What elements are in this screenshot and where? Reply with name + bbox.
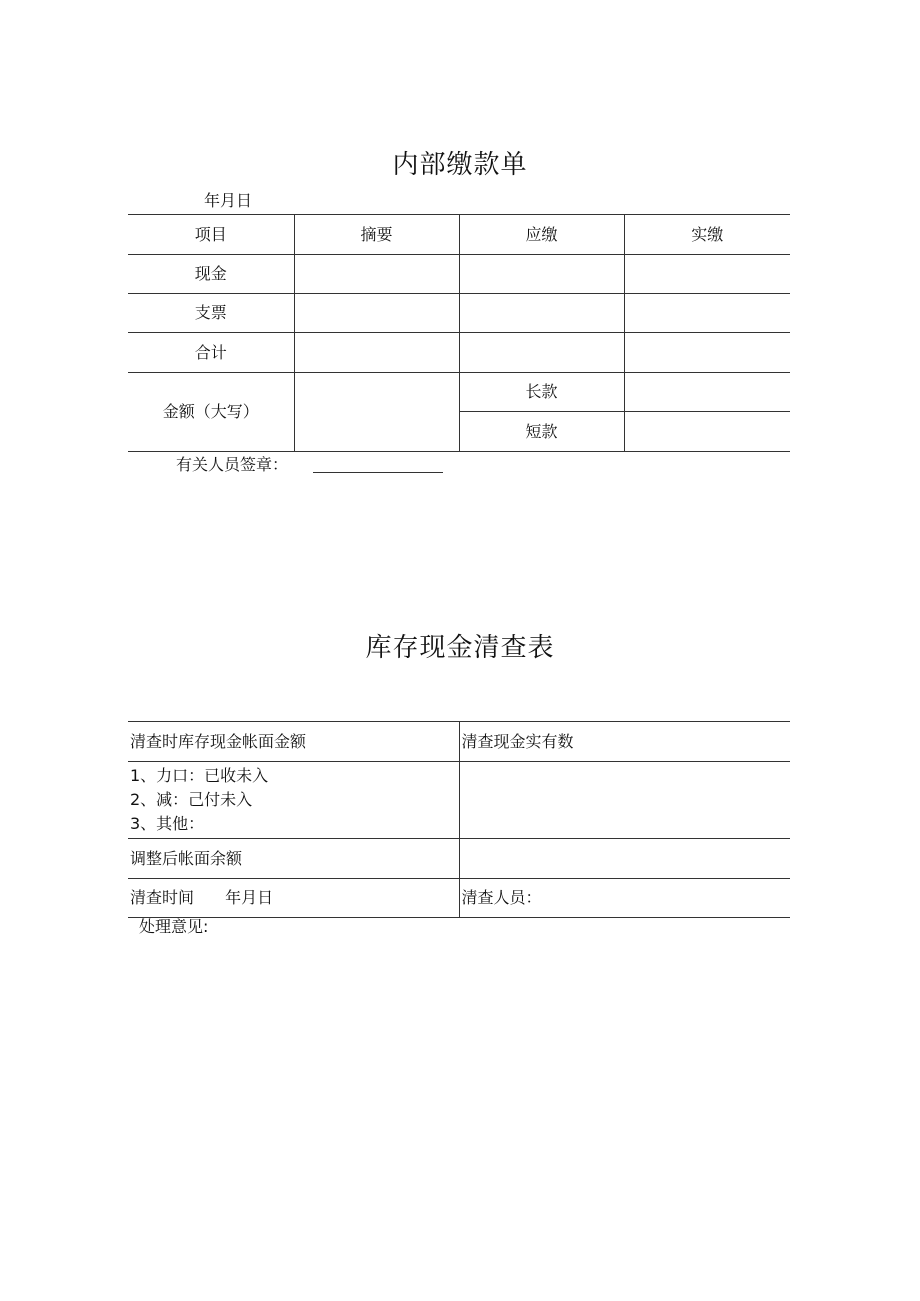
cell: [624, 255, 790, 294]
table-row: [128, 373, 790, 412]
table-row: [128, 879, 790, 918]
cell: [624, 412, 790, 452]
cell: [624, 373, 790, 412]
opinion-label: 处理意见:: [139, 917, 209, 936]
row-label-cash: 现金: [128, 255, 294, 294]
form1-title: 内部缴款单: [392, 150, 528, 180]
form2-title: 库存现金清查表: [365, 633, 555, 663]
check-time-cell: [128, 879, 459, 918]
cell: [459, 762, 790, 839]
cell: [459, 839, 790, 879]
row-label-check: 支票: [128, 294, 294, 333]
check-time-label: 清查时间: [130, 888, 195, 907]
adjusted-balance-label: 调整后帐面余额: [128, 839, 459, 879]
header-item: 项目: [128, 215, 294, 255]
cash-check-table: [128, 721, 790, 918]
short-label: 短款: [459, 412, 624, 452]
payment-table: [128, 214, 790, 452]
row-label-total: 合计: [128, 333, 294, 373]
header-summary: 摘要: [294, 215, 459, 255]
header-due: 应缴: [459, 215, 624, 255]
table-row: [128, 255, 790, 294]
cell: [294, 294, 459, 333]
header-paid: 实缴: [624, 215, 790, 255]
adjustments-cell: [128, 762, 459, 839]
cell: [459, 294, 624, 333]
amount-words-label: 金额（大写）: [128, 373, 294, 452]
table-row: [128, 722, 790, 762]
checker-label: 清查人员：: [459, 879, 790, 918]
cell: [294, 373, 459, 452]
table-row: [128, 333, 790, 373]
signature-line: [313, 472, 443, 473]
cell: [294, 333, 459, 373]
table-row: [128, 762, 790, 839]
cell: [294, 255, 459, 294]
cell: [624, 294, 790, 333]
cell: [624, 333, 790, 373]
form1-date-label: 年月日: [204, 191, 253, 210]
cell: [459, 333, 624, 373]
book-amount-label: 清查时库存现金帐面金额: [128, 722, 459, 762]
actual-amount-label: 清查现金实有数: [459, 722, 790, 762]
adjust-line-other: 3、其他：: [130, 814, 205, 833]
header-row: [128, 215, 790, 255]
check-date-label: 年月日: [225, 888, 274, 907]
table-row: [128, 839, 790, 879]
cell: [459, 255, 624, 294]
long-label: 长款: [459, 373, 624, 412]
signature-label: 有关人员签章：: [176, 455, 289, 474]
adjust-line-minus: 2、减：己付未入: [130, 790, 253, 809]
adjust-line-add: 1、力口：已收未入: [130, 766, 269, 785]
table-row: [128, 294, 790, 333]
